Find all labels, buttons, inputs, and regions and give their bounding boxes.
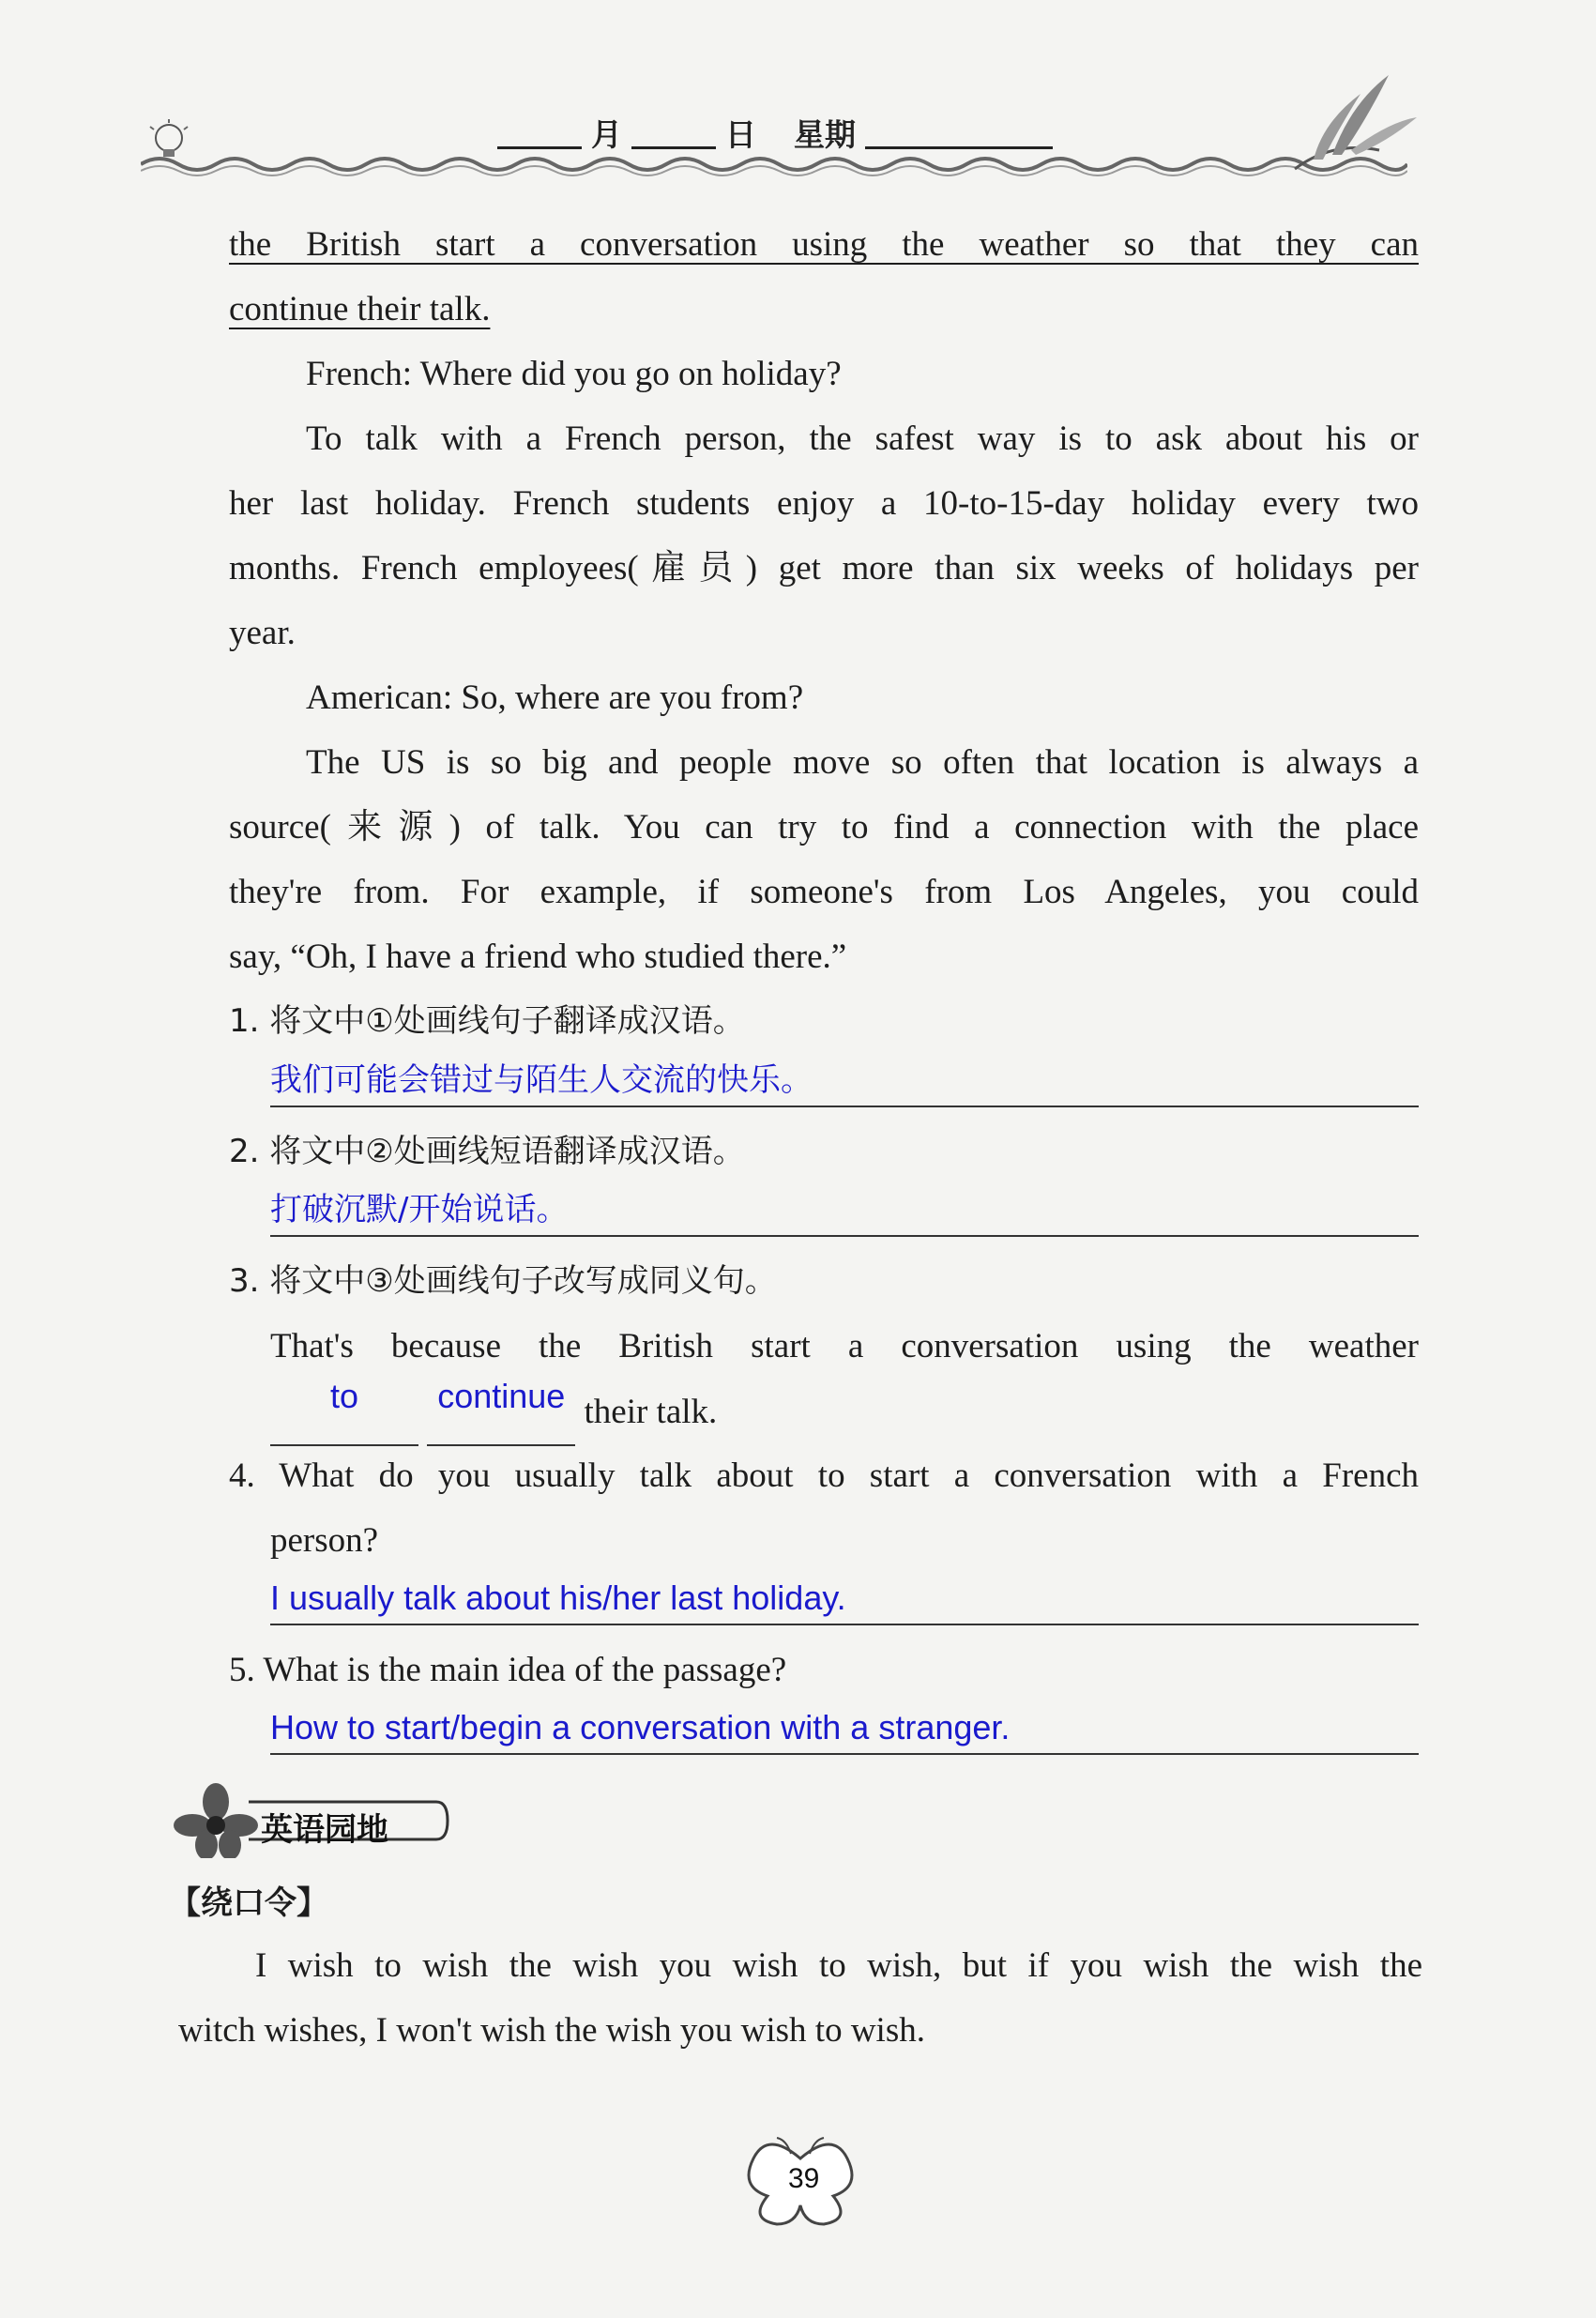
american-heading: American: So, where are you from? bbox=[306, 679, 804, 717]
month-label: 月 bbox=[591, 116, 622, 153]
american-paragraph: The US is so big and people move so often that location is always a source(来源) of talk. You can try to find a connection with the place they're from. For example, if someone's from Los Angeles, you could say, “Oh, I have a friend who studied there.” bbox=[229, 743, 1419, 976]
question-1: 1. 将文中①处画线句子翻译成汉语。 bbox=[229, 1002, 745, 1040]
french-heading: French: Where did you go on holiday? bbox=[306, 355, 842, 393]
underlined-sentence-3: the British start a conversation using the weather so that they can bbox=[229, 225, 1419, 264]
answer-1: 我们可能会错过与陌生人交流的快乐。 bbox=[270, 1061, 813, 1099]
intro-paragraph bbox=[229, 212, 1419, 342]
french-paragraph: To talk with a French person, the safest way is to ask about his or her last holiday. French students enjoy a 10-to-15-day holiday every two months. French employees(雇员) get more than six weeks of holidays per year. bbox=[229, 419, 1419, 652]
question-3-sentence: That's because the British start a conversation using the weather bbox=[270, 1327, 1419, 1365]
date-line bbox=[497, 111, 1053, 155]
answer-line-5 bbox=[270, 1699, 1419, 1755]
page-number: 39 bbox=[788, 2163, 820, 2194]
answer-line-2 bbox=[270, 1181, 1419, 1237]
answer-2: 打破沉默/开始说话。 bbox=[270, 1191, 569, 1228]
month-blank bbox=[497, 145, 582, 149]
question-3: 3. 将文中③处画线句子改写成同义句。 bbox=[229, 1262, 777, 1300]
question-3-fill-line: to continue their talk. bbox=[270, 1379, 1419, 1446]
question-4: 4. What do you usually talk about to start a conversation with a French bbox=[229, 1456, 1419, 1495]
question-4-cont: person? bbox=[270, 1521, 379, 1560]
tongue-twister-label: 【绕口令】 bbox=[169, 1884, 328, 1922]
answer-line-1 bbox=[270, 1051, 1419, 1107]
day-label: 日 bbox=[725, 116, 756, 153]
weekday-label: 星期 bbox=[794, 116, 856, 153]
blank-1: to bbox=[270, 1379, 418, 1446]
tongue-twister-line-1: I wish to wish the wish you wish to wish, but if you wish the wish the bbox=[255, 1946, 1422, 1985]
weekday-blank bbox=[865, 145, 1053, 149]
answer-5: How to start/begin a conversation with a stranger. bbox=[270, 1708, 1011, 1746]
question-2: 2. 将文中②处画线短语翻译成汉语。 bbox=[229, 1133, 745, 1170]
section-title: 英语园地 bbox=[261, 1811, 388, 1849]
question-5: 5. What is the main idea of the passage? bbox=[229, 1651, 787, 1689]
blank-2: continue bbox=[427, 1379, 575, 1446]
day-blank bbox=[631, 145, 716, 149]
answer-line-4 bbox=[270, 1569, 1419, 1625]
plant-icon bbox=[1276, 66, 1426, 178]
answer-4: I usually talk about his/her last holiday. bbox=[270, 1578, 846, 1617]
tongue-twister-line-2: witch wishes, I won't wish the wish you wish to wish. bbox=[178, 2011, 925, 2050]
underlined-sentence-3-cont: continue their talk. bbox=[229, 290, 491, 328]
